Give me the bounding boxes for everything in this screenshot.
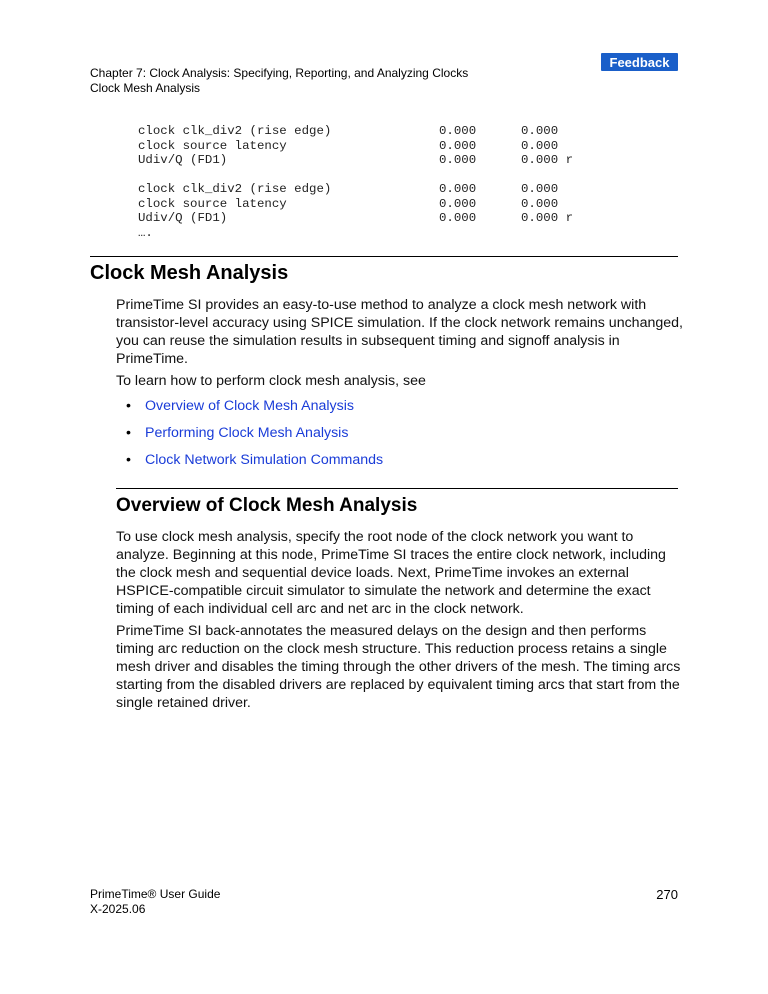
code-row bbox=[138, 226, 573, 241]
code-path: 0.000 bbox=[521, 182, 559, 196]
intro-paragraph: PrimeTime SI provides an easy-to-use method to analyze a clock mesh network with transistor-level accuracy using SPICE simulation. If the clock network remains unchanged, you can reuse the simulation results in subsequent timing and signoff analysis in PrimeTime. bbox=[116, 297, 683, 367]
code-path: 0.000 r bbox=[521, 153, 574, 167]
code-label: clock clk_div2 (rise edge) bbox=[138, 124, 332, 138]
chapter-title: Chapter 7: Clock Analysis: Specifying, Reporting, and Analyzing Clocks bbox=[90, 66, 469, 80]
code-row bbox=[138, 139, 573, 154]
code-path: 0.000 bbox=[521, 124, 559, 138]
code-incr: 0.000 bbox=[439, 153, 477, 167]
feedback-button[interactable]: Feedback bbox=[601, 53, 678, 71]
guide-title: PrimeTime® User Guide bbox=[90, 887, 221, 901]
list-item bbox=[126, 398, 383, 425]
subsection-heading: Overview of Clock Mesh Analysis bbox=[116, 495, 418, 516]
code-label: Udiv/Q (FD1) bbox=[138, 153, 228, 167]
section-heading: Clock Mesh Analysis bbox=[90, 262, 289, 284]
code-path: 0.000 bbox=[521, 138, 559, 153]
code-ellipsis: …. bbox=[138, 225, 153, 240]
code-label: clock clk_div2 (rise edge) bbox=[138, 182, 332, 196]
code-row bbox=[138, 153, 573, 168]
code-row bbox=[138, 124, 573, 139]
link-overview[interactable]: Overview of Clock Mesh Analysis bbox=[145, 398, 354, 414]
code-row bbox=[138, 211, 573, 226]
code-label: Udiv/Q (FD1) bbox=[138, 211, 228, 225]
running-header bbox=[90, 66, 468, 96]
subsection-divider bbox=[116, 488, 678, 489]
section-divider bbox=[90, 256, 678, 257]
code-path: 0.000 bbox=[521, 196, 559, 211]
bullet: • bbox=[126, 452, 131, 468]
bullet: • bbox=[126, 398, 131, 414]
overview-paragraph-1: To use clock mesh analysis, specify the root node of the clock network you want to analyze. Beginning at this node, PrimeTime SI traces the entire clock network, including the clock mesh and sequential device loads. Next, PrimeTime invokes an external HSPICE-compatible circuit simulator to simulate the network and determine the exact timing of each individual cell arc and net arc in the clock network. bbox=[116, 529, 666, 617]
page-number: 270 bbox=[656, 887, 678, 902]
code-row bbox=[138, 197, 573, 212]
code-incr: 0.000 bbox=[439, 182, 477, 196]
bullet: • bbox=[126, 425, 131, 441]
overview-paragraph-2: PrimeTime SI back-annotates the measured delays on the design and then performs timing arc reduction on the clock mesh structure. This reduction process retains a single mesh driver and disables the timing through the other drivers of the mesh. The timing arcs starting from the disabled drivers are replaced by equivalent timing arcs that start from the single retained driver. bbox=[116, 623, 681, 711]
code-label: clock source latency bbox=[138, 138, 287, 153]
code-incr: 0.000 bbox=[439, 196, 477, 211]
link-performing[interactable]: Performing Clock Mesh Analysis bbox=[145, 425, 349, 441]
code-row bbox=[138, 182, 573, 197]
list-item bbox=[126, 425, 383, 452]
list-item bbox=[126, 452, 383, 479]
guide-version: X-2025.06 bbox=[90, 902, 146, 916]
link-list bbox=[126, 398, 383, 479]
code-path: 0.000 r bbox=[521, 211, 574, 225]
lead-in-paragraph: To learn how to perform clock mesh analysis, see bbox=[116, 373, 426, 389]
section-title: Clock Mesh Analysis bbox=[90, 81, 201, 95]
code-incr: 0.000 bbox=[439, 138, 477, 153]
code-block bbox=[138, 124, 573, 240]
code-incr: 0.000 bbox=[439, 211, 477, 225]
code-label: clock source latency bbox=[138, 196, 287, 211]
code-incr: 0.000 bbox=[439, 124, 477, 138]
footer-left bbox=[90, 887, 220, 917]
link-simulation-commands[interactable]: Clock Network Simulation Commands bbox=[145, 452, 384, 468]
